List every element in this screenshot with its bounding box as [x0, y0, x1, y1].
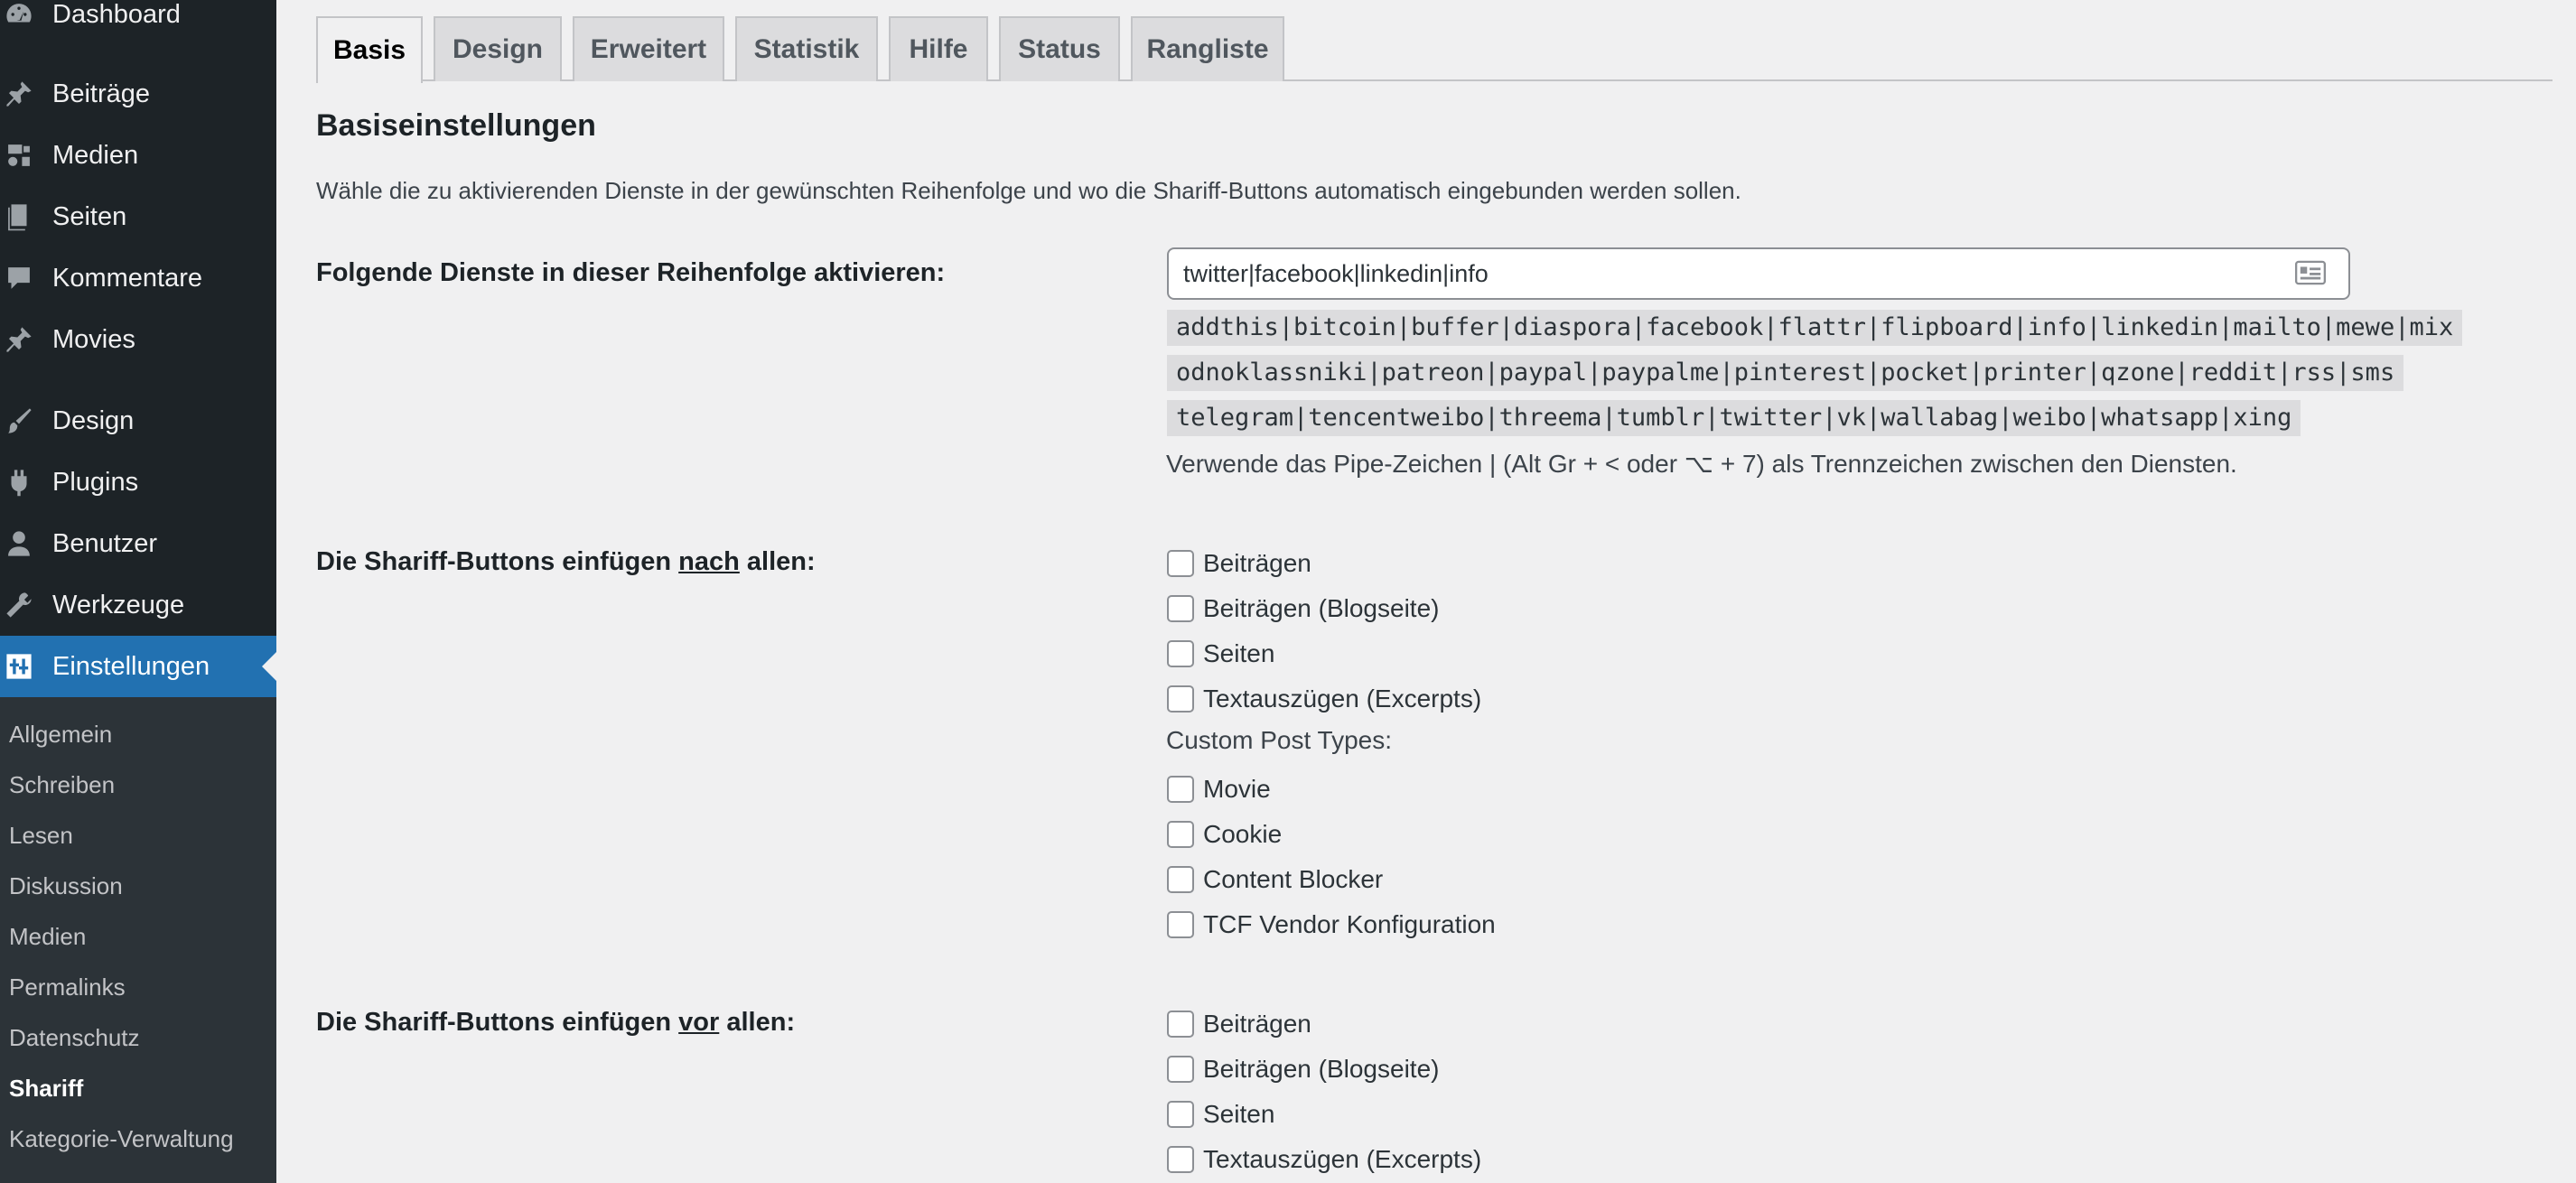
- menu-label: Kommentare: [52, 263, 203, 293]
- insert-after-label: Die Shariff-Buttons einfügen nach allen:: [316, 547, 816, 576]
- after-option-seiten[interactable]: Seiten: [1167, 636, 1274, 672]
- page-description: Wähle die zu aktivierenden Dienste in der gewünschten Reihenfolge und wo die Shariff-Buttons automatisch eingebunden werden sollen.: [316, 177, 1741, 204]
- menu-label: Movies: [52, 324, 135, 354]
- after-option-tcf-vendor[interactable]: TCF Vendor Konfiguration: [1167, 907, 1496, 943]
- before-option-beitraegen[interactable]: Beiträgen: [1167, 1006, 1311, 1042]
- submenu-item-lesen[interactable]: Lesen: [9, 822, 73, 849]
- menu-label: Werkzeuge: [52, 590, 185, 619]
- admin-sidebar: [0, 0, 276, 1183]
- checkbox[interactable]: [1167, 595, 1194, 622]
- after-option-blogseite[interactable]: Beiträgen (Blogseite): [1167, 591, 1439, 627]
- menu-label: Plugins: [52, 467, 139, 497]
- tab-erweitert[interactable]: Erweitert: [573, 16, 724, 81]
- after-option-movie[interactable]: Movie: [1167, 771, 1271, 807]
- available-services-line: telegram|tencentweibo|threema|tumblr|twitter|vk|wallabag|weibo|whatsapp|xing: [1167, 400, 2301, 436]
- menu-item-movies[interactable]: [0, 309, 276, 370]
- checkbox[interactable]: [1167, 550, 1194, 577]
- wrench-icon: [4, 590, 34, 620]
- checkbox[interactable]: [1167, 911, 1194, 938]
- after-option-cookie[interactable]: Cookie: [1167, 816, 1282, 852]
- menu-item-einstellungen[interactable]: [0, 636, 276, 697]
- submenu-item-datenschutz[interactable]: Datenschutz: [9, 1024, 140, 1051]
- page-title: Basiseinstellungen: [316, 108, 596, 143]
- after-option-beitraegen[interactable]: Beiträgen: [1167, 545, 1311, 582]
- menu-label: Seiten: [52, 201, 127, 231]
- checkbox[interactable]: [1167, 1056, 1194, 1083]
- tab-rangliste[interactable]: Rangliste: [1131, 16, 1284, 81]
- pin-icon: [4, 79, 34, 109]
- tab-status[interactable]: Status: [999, 16, 1120, 81]
- checkbox[interactable]: [1167, 1101, 1194, 1128]
- menu-item-seiten[interactable]: [0, 186, 276, 247]
- plugin-icon: [4, 467, 34, 498]
- checkbox[interactable]: [1167, 866, 1194, 893]
- menu-item-benutzer[interactable]: [0, 513, 276, 574]
- submenu-item-diskussion[interactable]: Diskussion: [9, 872, 123, 899]
- menu-label: Beiträge: [52, 79, 151, 108]
- menu-item-medien[interactable]: [0, 125, 276, 186]
- after-option-excerpts[interactable]: Textauszügen (Excerpts): [1167, 681, 1481, 717]
- checkbox[interactable]: [1167, 821, 1194, 848]
- tab-statistik[interactable]: Statistik: [735, 16, 878, 81]
- comment-icon: [4, 263, 34, 293]
- submenu-item-permalinks[interactable]: Permalinks: [9, 973, 126, 1001]
- submenu-item-allgemein[interactable]: Allgemein: [9, 721, 113, 748]
- pin-icon: [4, 324, 34, 355]
- checkbox[interactable]: [1167, 776, 1194, 803]
- menu-item-kommentare[interactable]: [0, 247, 276, 309]
- tab-bar: [316, 0, 2553, 81]
- menu-label: Medien: [52, 140, 139, 170]
- settings-submenu: [0, 697, 276, 1183]
- brush-icon: [4, 405, 34, 436]
- services-label: Folgende Dienste in dieser Reihenfolge aktivieren:: [316, 258, 946, 287]
- before-option-excerpts[interactable]: Textauszügen (Excerpts): [1167, 1141, 1481, 1178]
- menu-item-design[interactable]: [0, 390, 276, 452]
- media-icon: [4, 140, 34, 171]
- contact-card-icon[interactable]: [2294, 258, 2327, 287]
- available-services-line: odnoklassniki|patreon|paypal|paypalme|pinterest|pocket|printer|qzone|reddit|rss|sms: [1167, 355, 2403, 391]
- menu-label: Dashboard: [52, 0, 181, 29]
- submenu-item-kategorie-verwaltung[interactable]: Kategorie-Verwaltung: [9, 1125, 234, 1152]
- insert-before-label: Die Shariff-Buttons einfügen vor allen:: [316, 1008, 796, 1037]
- checkbox[interactable]: [1167, 1146, 1194, 1173]
- pages-icon: [4, 201, 34, 232]
- before-option-seiten[interactable]: Seiten: [1167, 1096, 1274, 1132]
- menu-label: Einstellungen: [52, 651, 210, 681]
- submenu-item-medien[interactable]: Medien: [9, 923, 87, 950]
- settings-content: [276, 0, 2576, 1183]
- dashboard-icon: [4, 0, 34, 30]
- tab-basis[interactable]: Basis: [316, 16, 423, 83]
- menu-item-werkzeuge[interactable]: [0, 574, 276, 636]
- services-input[interactable]: [1167, 247, 2350, 300]
- after-option-content-blocker[interactable]: Content Blocker: [1167, 862, 1383, 898]
- submenu-item-shariff[interactable]: Shariff: [9, 1075, 84, 1102]
- menu-item-plugins[interactable]: [0, 452, 276, 513]
- checkbox[interactable]: [1167, 1011, 1194, 1038]
- menu-label: Design: [52, 405, 135, 435]
- menu-item-dashboard[interactable]: [0, 0, 276, 45]
- menu-item-beitraege[interactable]: [0, 63, 276, 125]
- pipe-hint: Verwende das Pipe-Zeichen | (Alt Gr + < oder ⌥ + 7) als Trennzeichen zwischen den Diensten.: [1166, 450, 2237, 478]
- settings-icon: [4, 651, 34, 682]
- submenu-item-schreiben[interactable]: Schreiben: [9, 771, 116, 798]
- tab-design[interactable]: Design: [434, 16, 562, 81]
- checkbox[interactable]: [1167, 685, 1194, 713]
- available-services-line: addthis|bitcoin|buffer|diaspora|facebook|flattr|flipboard|info|linkedin|mailto|mewe|mix: [1167, 310, 2462, 346]
- tab-hilfe[interactable]: Hilfe: [889, 16, 988, 81]
- checkbox[interactable]: [1167, 640, 1194, 667]
- user-icon: [4, 528, 34, 559]
- before-option-blogseite[interactable]: Beiträgen (Blogseite): [1167, 1051, 1439, 1087]
- menu-label: Benutzer: [52, 528, 158, 558]
- custom-post-types-label: Custom Post Types:: [1166, 726, 1393, 754]
